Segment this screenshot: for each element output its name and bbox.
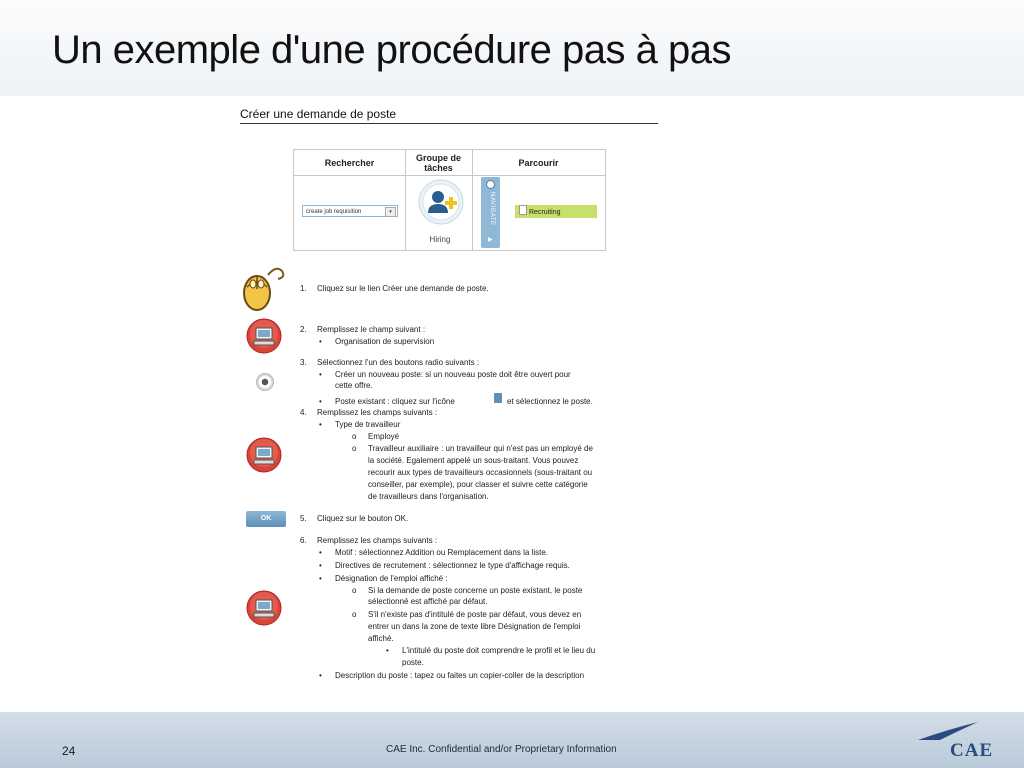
step-subbullet-text: de travailleurs dans l'organisation. — [368, 492, 489, 501]
sub-bullet: o — [352, 610, 357, 619]
doc-title-underline — [240, 123, 658, 124]
slide-footer — [0, 712, 1024, 768]
bullet: • — [319, 671, 322, 680]
step-bullet-text: Poste existant : cliquez sur l'icône — [335, 397, 455, 406]
bullet: • — [319, 370, 322, 379]
col-header-task-groups-line2: tâches — [424, 162, 453, 173]
step-subbullet-text: affiché. — [368, 634, 394, 643]
chevron-down-icon[interactable]: ▾ — [385, 207, 396, 217]
arrow-right-icon: ▶ — [488, 237, 493, 243]
navigation-table — [293, 149, 606, 251]
col-header-task-groups-line1: Groupe de — [415, 152, 461, 163]
step-subbullet-text: Travailleur auxiliaire : un travailleur qui n'est pas un employé de — [368, 444, 593, 453]
step-bullet-text: Description du poste : tapez ou faites un copier-coller de la description — [335, 671, 585, 680]
page-number: 24 — [62, 744, 76, 758]
browse-item-label: Recruiting — [529, 209, 561, 216]
search-value: create job requisition — [306, 209, 362, 215]
radio-button-icon — [256, 373, 274, 391]
step-number: 3. — [300, 358, 307, 367]
step-text: Cliquez sur le bouton OK. — [317, 514, 409, 523]
list-icon — [494, 393, 502, 403]
step-bullet-text: cette offre. — [335, 381, 373, 390]
hiring-task-icon[interactable] — [418, 179, 464, 225]
bullet: • — [319, 397, 322, 406]
bullet: • — [319, 574, 322, 583]
step-number: 4. — [300, 408, 307, 417]
step-bullet-text: Type de travailleur — [335, 420, 401, 429]
browse-item-recruiting[interactable] — [515, 205, 597, 218]
step-subbullet-text: poste. — [402, 658, 424, 667]
step-number: 2. — [300, 325, 307, 334]
step-number: 1. — [300, 284, 307, 293]
cae-logo-text: CAE — [950, 740, 994, 761]
document-icon — [519, 205, 527, 215]
step-text: Remplissez les champs suivants : — [317, 536, 438, 545]
navigate-dot-icon — [486, 180, 495, 189]
bullet: • — [319, 561, 322, 570]
step-text: Remplissez les champs suivants : — [317, 408, 438, 417]
col-header-task-groups — [405, 150, 472, 175]
bullet: • — [319, 337, 322, 346]
step-text: Sélectionnez l'un des boutons radio suivants : — [317, 358, 480, 367]
keyboard-input-icon — [246, 590, 282, 626]
bullet: • — [319, 420, 322, 429]
col-header-browse: Parcourir — [518, 157, 559, 168]
step-text: Cliquez sur le lien Créer une demande de poste. — [317, 284, 489, 293]
slide-title: Un exemple d'une procédure pas à pas — [52, 28, 731, 72]
bullet: • — [386, 646, 389, 655]
step-number: 5. — [300, 514, 307, 523]
doc-title: Créer une demande de poste — [240, 107, 397, 121]
step-bullet-text: Directives de recrutement : sélectionnez le type d'affichage requis. — [335, 561, 570, 570]
col-header-search: Rechercher — [324, 157, 375, 168]
step-subbullet-text: recourir aux types de travailleurs occasionnels (sous-traitant ou — [368, 468, 593, 477]
step-subbullet-text: Employé — [368, 432, 400, 441]
step-bullet-text: Motif : sélectionnez Addition ou Remplacement dans la liste. — [335, 548, 549, 557]
bullet: • — [319, 548, 322, 557]
search-input[interactable] — [302, 205, 398, 217]
step-subbullet-text: entrer un dans la zone de texte libre Désignation de l'emploi — [368, 622, 581, 631]
mouse-click-icon — [240, 263, 288, 313]
sub-bullet: o — [352, 444, 357, 453]
step-bullet-text: et sélectionnez le poste. — [507, 397, 593, 406]
table-divider — [294, 175, 605, 176]
keyboard-input-icon — [246, 437, 282, 473]
step-text: Remplissez le champ suivant : — [317, 325, 426, 334]
navigate-label: NAVIGATE — [489, 192, 495, 226]
step-subbullet-text: S'il n'existe pas d'intitulé de poste par défaut, vous devez en — [368, 610, 582, 619]
step-subbullet-text: conseiller, par exemple), pour classer et suivre cette catégorie — [368, 480, 588, 489]
hiring-label: Hiring — [429, 235, 451, 244]
step-bullet-text: Organisation de supervision — [335, 337, 435, 346]
step-subbullet-text: la société. Egalement appelé un sous-traitant. Vous pouvez — [368, 456, 579, 465]
step-subbullet-text: Si la demande de poste concerne un poste existant, le poste — [368, 586, 583, 595]
sub-bullet: o — [352, 432, 357, 441]
step-subbullet-text: L'intitulé du poste doit comprendre le profil et le lieu du — [402, 646, 596, 655]
step-number: 6. — [300, 536, 307, 545]
step-bullet-text: Créer un nouveau poste: si un nouveau poste doit être ouvert pour — [335, 370, 571, 379]
step-bullet-text: Désignation de l'emploi affiché : — [335, 574, 448, 583]
ok-button[interactable]: OK — [246, 511, 286, 527]
keyboard-input-icon — [246, 318, 282, 354]
sub-bullet: o — [352, 586, 357, 595]
confidentiality-notice: CAE Inc. Confidential and/or Proprietary Information — [386, 744, 617, 755]
step-subbullet-text: sélectionné est affiché par défaut. — [368, 597, 488, 606]
